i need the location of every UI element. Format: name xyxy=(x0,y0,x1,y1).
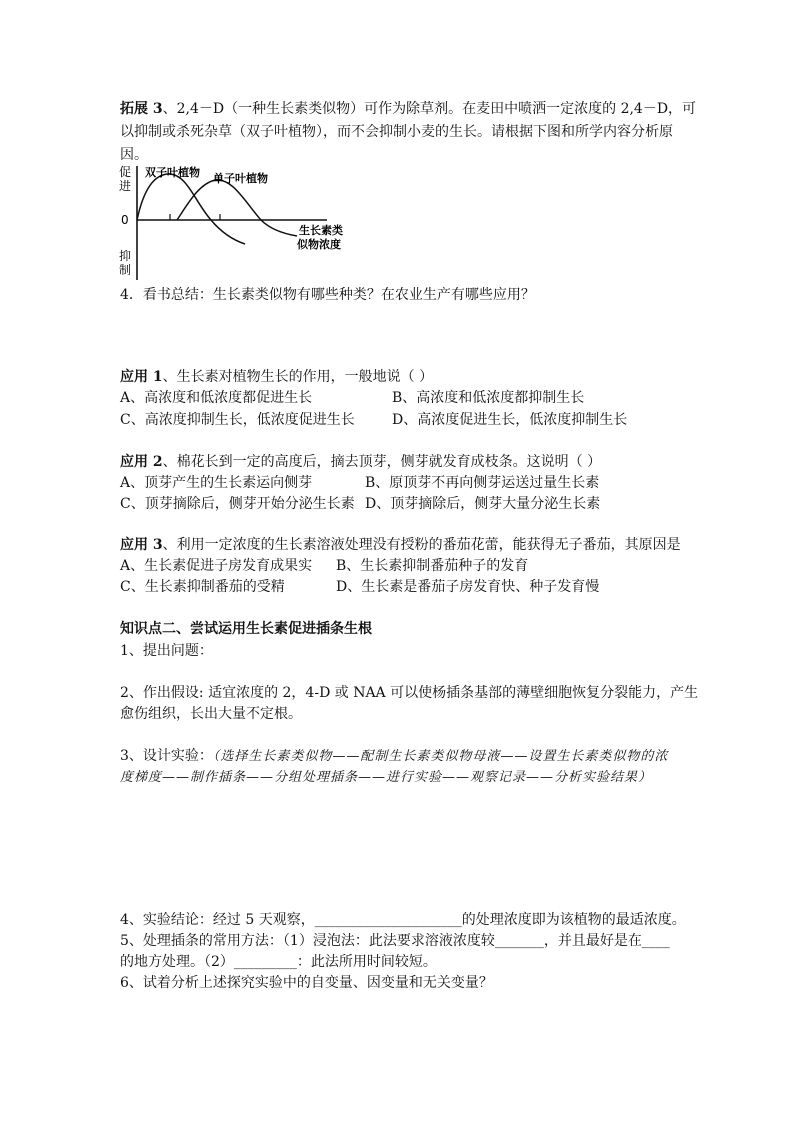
application-3-option-b: B、生长素抑制番茄种子的发育 xyxy=(336,558,529,574)
extension-3-text-1: 、2,4－D（一种生长素类似物）可作为除草剂。在麦田中喷洒一定浓度的 2,4－D，可 xyxy=(162,101,697,117)
figure-y-bottom-char1: 抑 xyxy=(119,249,132,263)
figure-dicot-label: 双子叶植物 xyxy=(145,166,200,179)
extension-3-line-2: 以抑制或杀死杂草（双子叶植物），而不会抑制小麦的生长。请根据下图和所学内容分析原 xyxy=(120,124,673,140)
application-1-text: 、生长素对植物生长的作用，一般地说（ ） xyxy=(162,369,434,385)
figure-y-bottom-char2: 制 xyxy=(119,263,132,277)
application-1-stem xyxy=(120,366,433,388)
application-2-stem xyxy=(120,451,601,473)
extension-3-line-1 xyxy=(120,98,696,120)
application-3-text: 、利用一定浓度的生长素溶液处理没有授粉的番茄花蕾，能获得无子番茄，其原因是 xyxy=(162,537,681,553)
step-1: 1、提出问题： xyxy=(120,643,213,659)
application-2-option-d: D、顶芽摘除后，侧芽大量分泌生长素 xyxy=(365,496,601,512)
application-1-option-c: C、高浓度抑制生长，低浓度促进生长 xyxy=(120,412,355,428)
question-4: 4．看书总结：生长素类似物有哪些种类？在农业生产有哪些应用？ xyxy=(120,287,535,303)
figure-x-label-1: 生长素类 xyxy=(299,224,343,237)
application-2-text: 、棉花长到一定的高度后，摘去顶芽，侧芽就发育成枝条。这说明（ ） xyxy=(162,454,602,470)
application-2-option-a: A、顶芽产生的生长素运向侧芽 xyxy=(120,475,313,491)
application-3-label: 应用 3 xyxy=(120,537,163,553)
application-1-option-a: A、高浓度和低浓度都促进生长 xyxy=(120,390,313,406)
step-5-line-2: 的地方处理。（2）_________：此法所用时间较短。 xyxy=(120,954,437,970)
figure-monocot-label: 单子叶植物 xyxy=(213,172,268,185)
figure-x-label-2: 似物浓度 xyxy=(297,238,341,251)
figure-zero-label: 0 xyxy=(121,213,129,227)
step-5-line-1: 5、处理插条的常用方法：（1）浸泡法：此法要求溶液浓度较_______，并且最好是在____ xyxy=(120,933,670,949)
step-3-line-1 xyxy=(120,745,668,768)
step-2-line-1: 2、作出假设: 适宜浓度的 2，4-D 或 NAA 可以使杨插条基部的薄壁细胞恢复分裂能力，产生 xyxy=(120,685,699,701)
step-6: 6、试着分析上述探究实验中的自变量、因变量和无关变量？ xyxy=(120,975,493,991)
extension-3-line-3: 因。 xyxy=(120,147,148,163)
step-4: 4、实验结论：经过 5 天观察，_____________________的处理浓度即为该植物的最适浓度。 xyxy=(120,912,686,928)
step-3-line-2: 度梯度——制作插条——分组处理插条——进行实验——观察记录——分析实验结果） xyxy=(120,770,653,785)
step-3-process-1: （选择生长素类似物——配制生长素类似物母液——设置生长素类似物的浓 xyxy=(212,749,669,764)
application-3-stem xyxy=(120,534,681,556)
step-2-line-2: 愈伤组织，长出大量不定根。 xyxy=(120,706,302,722)
application-2-option-c: C、顶芽摘除后，侧芽开始分泌生长素 xyxy=(120,496,355,512)
figure-y-top-char2: 进 xyxy=(119,179,132,193)
figure-y-top-char1: 促 xyxy=(119,165,132,179)
application-1-option-b: B、高浓度和低浓度都抑制生长 xyxy=(392,390,585,406)
step-3-prefix: 3、设计实验： xyxy=(120,748,213,764)
application-3-option-c: C、生长素抑制番茄的受精 xyxy=(120,579,285,595)
figure-monocot-curve xyxy=(177,180,297,236)
application-2-option-b: B、原顶芽不再向侧芽运送过量生长素 xyxy=(365,475,600,491)
knowledge-point-2-title: 知识点二、尝试运用生长素促进插条生根 xyxy=(120,621,372,637)
extension-3-label: 拓展 3 xyxy=(120,101,163,117)
application-2-label: 应用 2 xyxy=(120,454,163,470)
application-3-option-d: D、生长素是番茄子房发育快、种子发育慢 xyxy=(336,579,600,595)
application-1-label: 应用 1 xyxy=(120,369,163,385)
application-3-option-a: A、生长素促进子房发育成果实 xyxy=(120,558,313,574)
auxin-concentration-figure xyxy=(115,162,365,284)
application-1-option-d: D、高浓度促进生长，低浓度抑制生长 xyxy=(392,412,628,428)
